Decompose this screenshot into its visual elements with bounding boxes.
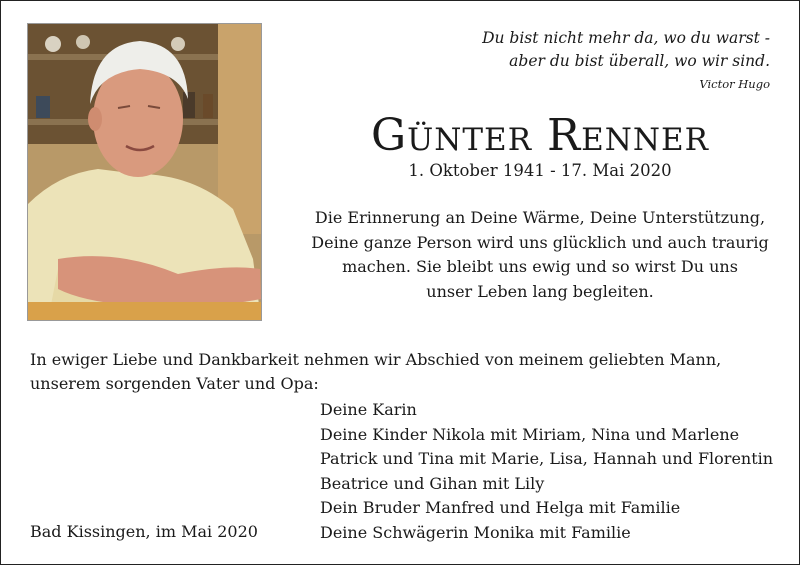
- family-member: Deine Schwägerin Monika mit Familie: [320, 522, 631, 542]
- memory-line: Die Erinnerung an Deine Wärme, Deine Unterstützung,: [314, 208, 766, 227]
- life-dates: 1. Oktober 1941 - 17. Mai 2020: [408, 161, 672, 180]
- intro-line: unserem sorgenden Vater und Opa:: [30, 374, 319, 393]
- memory-line: machen. Sie bleibt uns ewig und so wirst Du uns: [342, 257, 738, 276]
- deceased-name: Günter Renner: [370, 110, 709, 161]
- quote-line: aber du bist überall, wo wir sind.: [509, 52, 770, 70]
- family-member: Deine Kinder Nikola mit Miriam, Nina und Marlene: [320, 424, 740, 444]
- family-member: Beatrice und Gihan mit Lily: [320, 473, 545, 493]
- quote-author: Victor Hugo: [699, 77, 770, 91]
- family-list: [320, 398, 773, 545]
- quote-block: [482, 27, 770, 93]
- portrait-photo: [28, 24, 261, 320]
- farewell-intro: [30, 348, 770, 396]
- memory-line: Deine ganze Person wird uns glücklich und auch traurig: [311, 232, 769, 252]
- quote-line: Du bist nicht mehr da, wo du warst -: [482, 29, 770, 47]
- memory-line: unser Leben lang begleiten.: [426, 281, 654, 301]
- family-member: Patrick und Tina mit Marie, Lisa, Hannah und Florentin: [320, 449, 774, 468]
- intro-line: In ewiger Liebe und Dankbarkeit nehmen wir Abschied von meinem geliebten Mann,: [30, 350, 722, 369]
- family-member: Deine Karin: [320, 400, 417, 419]
- memory-text: [270, 206, 800, 304]
- family-member: Dein Bruder Manfred und Helga mit Familie: [320, 498, 681, 517]
- place-date: Bad Kissingen, im Mai 2020: [30, 522, 258, 541]
